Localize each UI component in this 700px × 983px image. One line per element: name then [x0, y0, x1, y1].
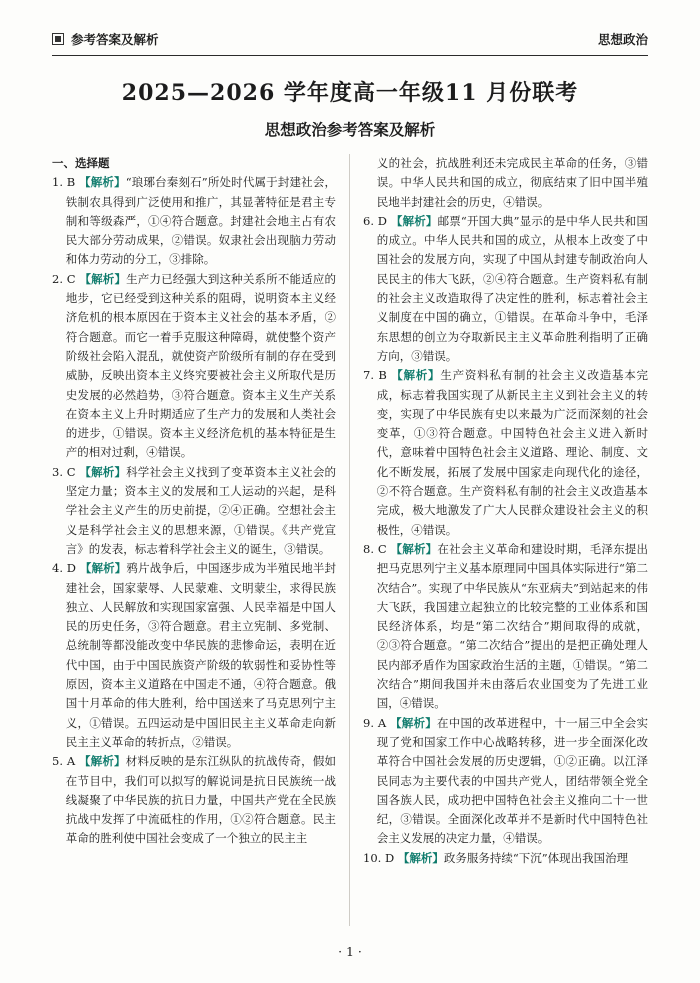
item-explanation-text: 生产力已经强大到这种关系所不能适应的地步，它已经受到这种关系的阻碍，说明资本主义经济危机的根本原因在于资本主义社会的基本矛盾，②符合题意。而它一着手克服这种障碍，就使整个资产阶级社会陷入混乱，就使资产阶级所有制的存在受到威胁，反映出资本主义终究要被社会主义所取代是历史发展的必然趋势，③符合题意。资本主义生产关系在资本主义上升时期适应了生产力的发展和人类社会的进步，①错误。资本主义经济危机的基本特征是生产的相对过剩，④错误。 — [65, 271, 337, 460]
item-number-and-answer: 1. B — [52, 175, 80, 190]
answer-item-5 — [52, 752, 336, 848]
answer-item-2 — [52, 270, 336, 463]
item-number-and-answer: 7. B — [363, 368, 392, 383]
analysis-tag: 【解析】 — [390, 541, 438, 556]
header-subject-text: 思想政治 — [597, 32, 648, 47]
left-column — [52, 154, 350, 926]
page-number: · 1 · — [338, 944, 362, 959]
right-column — [350, 154, 648, 926]
answer-item-10 — [363, 849, 648, 868]
answer-item-1 — [52, 173, 336, 269]
answer-item-6 — [363, 212, 648, 366]
item-explanation-text: 邮票“开国大典”显示的是中华人民共和国的成立。中华人民共和国的成立，从根本上改变了中国社会的发展方向，实现了中国从封建专制政治向人民民主的伟大飞跃，②④符合题意。生产资料私有制的社会主义改造取得了决定性的胜利，标志着社会主义制度在中国的确立，①错误。在革命斗争中，毛泽东思想的创立为夺取新民主主义革命胜利指明了正确方向，③错误。 — [376, 213, 648, 363]
item-number-and-answer: 3. C — [52, 464, 80, 479]
left-column-items — [52, 173, 336, 848]
analysis-tag: 【解析】 — [391, 368, 441, 383]
answer-item-continuation — [363, 154, 648, 212]
item-explanation-text: 在中国的改革进程中，十一届三中全会实现了党和国家工作中心战略转移，进一步全面深化改革符合中国社会发展的历史逻辑，①②正确。以江泽民同志为主要代表的中国共产党人，团结带领全党全国各族人民，成功把中国特色社会主义推向二十一世纪，③错误。全面深化改革并不是新时代中国特色社会主义发展的决定力量，④错误。 — [376, 715, 648, 846]
analysis-tag: 【解析】 — [79, 464, 127, 479]
analysis-tag: 【解析】 — [78, 754, 126, 769]
analysis-tag: 【解析】 — [390, 715, 438, 730]
item-number-and-answer: 5. A — [52, 754, 79, 769]
analysis-tag: 【解析】 — [79, 271, 127, 286]
answer-item-8 — [363, 540, 648, 714]
analysis-tag: 【解析】 — [390, 213, 438, 228]
item-explanation-text: 义的社会，抗战胜利还未完成民主革命的任务，③错误。中华人民共和国的成立，彻底结束了旧中国半殖民地半封建社会的历史，④错误。 — [376, 156, 648, 209]
header-left — [52, 30, 159, 48]
item-number-and-answer: 4. D — [52, 561, 80, 576]
page-header — [52, 30, 648, 56]
item-number-and-answer: 8. C — [363, 541, 391, 556]
item-explanation-text: 生产资料私有制的社会主义改造基本完成，标志着我国实现了从新民主主义到社会主义的转变，实现了中华民族有史以来最为广泛而深刻的社会变革，①③符合题意。中国特色社会主义进入新时代，意味着中国特色社会主义道路、理论、制度、文化不断发展，拓展了发展中国家走向现代化的途径，②不符合题意。生产资料私有制的社会主义改造基本完成，极大地激发了广大人民群众建设社会主义的积极性，④错误。 — [376, 368, 648, 537]
item-explanation-text: 在社会主义革命和建设时期，毛泽东提出把马克思列宁主义基本原理同中国具体实际进行“第二次结合”。实现了中华民族从“东亚病夫”到站起来的伟大飞跃，我国建立起独立的比较完整的工业体系和国民经济体系，均是“第二次结合”期间取得的成就，②③符合题意。“第二次结合”提出的是把正确处理人民内部矛盾作为国家政治生活的主题，①错误。“第二次结合”期间我国并未由落后农业国变为了先进工业国，④错误。 — [376, 541, 648, 711]
publisher-logo-icon — [52, 33, 64, 45]
header-left-text: 参考答案及解析 — [71, 32, 159, 47]
item-explanation-text: 材料反映的是东江纵队的抗战传奇，假如在节目中，我们可以拟写的解说词是抗日民族统一战线凝聚了中华民族的抗日力量，中国共产党在全民族抗战中发挥了中流砥柱的作用，①②符合题意。民主革命的胜利使中国社会变成了一个独立的民主主 — [65, 754, 337, 846]
analysis-tag: 【解析】 — [79, 175, 126, 190]
analysis-tag: 【解析】 — [79, 561, 127, 576]
item-explanation-text: 鸦片战争后，中国逐步成为半殖民地半封建社会，国家蒙辱、人民蒙难、文明蒙尘，求得民族独立、人民解放和实现国家富强、人民幸福是中国人民的历史任务，③符合题意。君主立宪制、多党制、总统制等都没能改变中华民族的悲惨命运，表明在近代中国，由于中国民族资产阶级的软弱性和妥协性等原因，资本主义道路在中国走不通，④符合题意。俄国十月革命的伟大胜利，给中国送来了马克思列宁主义，①错误。五四运动是中国旧民主主义革命走向新民主主义革命的转折点，②错误。 — [65, 561, 336, 749]
analysis-tag: 【解析】 — [397, 850, 444, 865]
item-number-and-answer: 2. C — [52, 271, 80, 286]
item-explanation-text: “琅琊台秦刻石”所处时代属于封建社会，铁制农具得到广泛使用和推广，其显著特征是君主专制和等级森严，①④符合题意。封建社会地主占有农民大部分劳动成果，②错误。奴隶社会出现脑力劳动和体力劳动的分工，③排除。 — [65, 175, 337, 267]
answer-item-7 — [363, 366, 648, 540]
two-column-body — [52, 154, 648, 926]
answer-key-subtitle: 思想政治参考答案及解析 — [264, 120, 436, 139]
answer-item-3 — [52, 463, 336, 559]
right-column-items — [363, 154, 648, 868]
exam-title: 2025—2026 学年度高一年级11 月份联考 — [121, 80, 579, 106]
answer-item-4 — [52, 559, 336, 752]
item-explanation-text: 科学社会主义找到了变革资本主义社会的坚定力量；资本主义的发展和工人运动的兴起，是科学社会主义产生的历史前提，②④正确。空想社会主义是科学社会主义的思想来源，①错误。《共产党宣言》的发表，标志着科学社会主义的诞生，③错误。 — [65, 464, 337, 556]
item-explanation-text: 政务服务持续“下沉”体现出我国治理 — [443, 850, 629, 865]
item-number-and-answer: 9. A — [363, 715, 391, 730]
item-number-and-answer: 10. D — [363, 850, 398, 865]
item-number-and-answer: 6. D — [363, 213, 391, 228]
answer-item-9 — [363, 714, 648, 849]
section-heading-multiple-choice: 一、选择题 — [52, 156, 110, 170]
